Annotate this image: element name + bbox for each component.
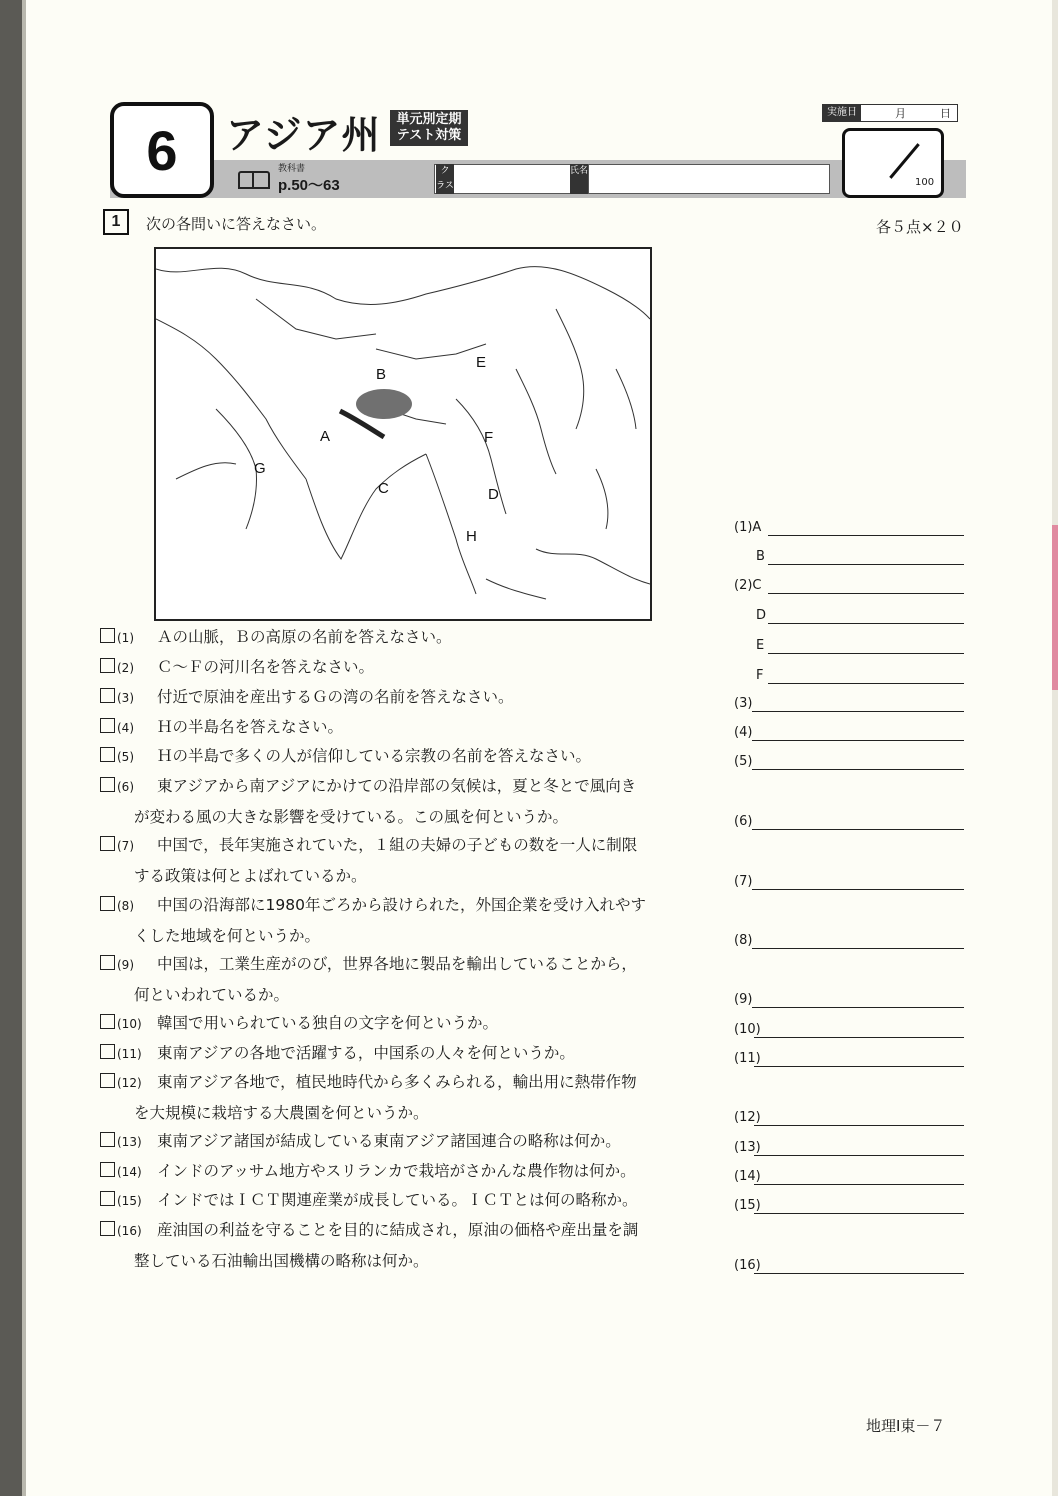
checkbox[interactable] bbox=[100, 1014, 115, 1029]
unit-title: アジア州 bbox=[226, 113, 381, 157]
checkbox[interactable] bbox=[100, 896, 115, 911]
question-text: 中国で，長年実施されていた，１組の夫婦の子どもの数を一人に制限 bbox=[157, 836, 638, 854]
answer-underline bbox=[754, 1125, 964, 1126]
answer-line-15[interactable] bbox=[734, 1190, 964, 1216]
question-number: (14) bbox=[117, 1165, 142, 1179]
question-number: (15) bbox=[117, 1194, 142, 1208]
question-number: (12) bbox=[117, 1076, 142, 1090]
index-tab bbox=[1052, 525, 1058, 690]
question-number: (3) bbox=[117, 691, 134, 705]
class-field[interactable] bbox=[434, 164, 586, 194]
map-label-c: C bbox=[378, 480, 389, 497]
question-text: 付近で原油を産出するＧの湾の名前を答えなさい。 bbox=[157, 688, 514, 706]
section-number: 1 bbox=[103, 209, 129, 235]
answer-label: (12) bbox=[734, 1110, 761, 1125]
answer-label: (2)C bbox=[734, 578, 762, 593]
answer-label: (5) bbox=[734, 754, 753, 769]
question-text: Ｈの半島で多くの人が信仰している宗教の名前を答えなさい。 bbox=[157, 747, 592, 765]
points-note: 各５点×２０ bbox=[876, 218, 964, 236]
question-7 bbox=[100, 830, 705, 891]
book-icon bbox=[238, 171, 270, 189]
checkbox[interactable] bbox=[100, 1132, 115, 1147]
answer-underline bbox=[768, 683, 964, 684]
question-5 bbox=[100, 741, 705, 772]
answer-label: (15) bbox=[734, 1198, 761, 1213]
test-prep-badge: 単元別定期 テスト対策 bbox=[390, 110, 468, 146]
answer-label: (16) bbox=[734, 1258, 761, 1273]
checkbox[interactable] bbox=[100, 628, 115, 643]
answer-label: D bbox=[756, 608, 767, 623]
asia-map bbox=[154, 247, 652, 621]
answer-line-9[interactable] bbox=[734, 984, 964, 1010]
name-field[interactable] bbox=[588, 164, 830, 194]
answer-label: B bbox=[756, 549, 765, 564]
class-label: クラス bbox=[436, 164, 454, 194]
question-9 bbox=[100, 949, 705, 1010]
date-field[interactable] bbox=[822, 104, 958, 122]
answer-line-1a[interactable] bbox=[734, 512, 964, 538]
question-number: (9) bbox=[117, 958, 134, 972]
question-text: 東南アジアの各地で活躍する，中国系の人々を何というか。 bbox=[157, 1044, 575, 1062]
answer-underline bbox=[752, 829, 964, 830]
answer-underline bbox=[754, 1066, 964, 1067]
checkbox[interactable] bbox=[100, 836, 115, 851]
score-slash bbox=[889, 143, 920, 179]
worksheet-header bbox=[110, 102, 966, 198]
question-14 bbox=[100, 1156, 705, 1187]
answer-underline bbox=[752, 889, 964, 890]
question-text: Ｃ～Ｆの河川名を答えなさい。 bbox=[157, 658, 375, 676]
map-label-b: B bbox=[376, 366, 387, 383]
checkbox[interactable] bbox=[100, 688, 115, 703]
map-label-a: A bbox=[320, 428, 331, 445]
answer-line-1b[interactable] bbox=[734, 541, 964, 567]
score-box[interactable] bbox=[842, 128, 944, 198]
answer-underline bbox=[768, 593, 964, 594]
question-text: 東南アジア諸国が結成している東南アジア諸国連合の略称は何か。 bbox=[157, 1132, 621, 1150]
answer-underline bbox=[752, 948, 964, 949]
question-8 bbox=[100, 890, 705, 951]
question-text: Ｈの半島名を答えなさい。 bbox=[157, 718, 344, 736]
answer-line-8[interactable] bbox=[734, 925, 964, 951]
question-number: (11) bbox=[117, 1047, 142, 1061]
question-text: 中国の沿海部に1980年ごろから設けられた，外国企業を受け入れやす bbox=[157, 896, 646, 914]
checkbox[interactable] bbox=[100, 718, 115, 733]
score-total: 100 bbox=[915, 177, 935, 188]
question-text: インドのアッサム地方やスリランカで栽培がさかんな農作物は何か。 bbox=[157, 1162, 636, 1180]
checkbox[interactable] bbox=[100, 1221, 115, 1236]
question-number: (7) bbox=[117, 839, 134, 853]
answer-label: (9) bbox=[734, 992, 753, 1007]
checkbox[interactable] bbox=[100, 747, 115, 762]
answer-label: (4) bbox=[734, 725, 753, 740]
question-2 bbox=[100, 652, 705, 683]
checkbox[interactable] bbox=[100, 1191, 115, 1206]
answer-label: (11) bbox=[734, 1051, 761, 1066]
textbook-label: 教科書 bbox=[278, 164, 306, 174]
question-number: (16) bbox=[117, 1224, 142, 1238]
plateau-b-shape bbox=[356, 389, 412, 419]
answer-line-16[interactable] bbox=[734, 1250, 964, 1276]
answer-underline bbox=[754, 1155, 964, 1156]
question-16 bbox=[100, 1215, 705, 1276]
question-number: (1) bbox=[117, 631, 134, 645]
answer-label: (8) bbox=[734, 933, 753, 948]
question-text: 産油国の利益を守ることを目的に結成され，原油の価格や産出量を調 bbox=[157, 1221, 639, 1239]
answer-line-2c[interactable] bbox=[734, 570, 964, 596]
answer-label: F bbox=[756, 668, 764, 683]
map-label-f: F bbox=[484, 429, 494, 446]
answer-label: (6) bbox=[734, 814, 753, 829]
answer-label: (13) bbox=[734, 1140, 761, 1155]
question-number: (13) bbox=[117, 1135, 142, 1149]
question-number: (5) bbox=[117, 750, 134, 764]
question-text-cont: する政策は何とよばれているか。 bbox=[134, 867, 367, 885]
answer-underline bbox=[752, 711, 964, 712]
question-text: インドではＩＣＴ関連産業が成長している。ＩＣＴとは何の略称か。 bbox=[157, 1191, 638, 1209]
answer-line-7[interactable] bbox=[734, 866, 964, 892]
page-footer: 地理Ⅰ東－７ bbox=[866, 1417, 946, 1435]
question-11 bbox=[100, 1038, 705, 1069]
month-label: 月 bbox=[895, 107, 906, 120]
question-number: (2) bbox=[117, 661, 134, 675]
question-10 bbox=[100, 1008, 705, 1039]
question-6 bbox=[100, 771, 705, 832]
map-label-e: E bbox=[476, 354, 487, 371]
answer-line-4[interactable] bbox=[734, 717, 964, 743]
answer-underline bbox=[768, 653, 964, 654]
answer-label: (3) bbox=[734, 696, 753, 711]
question-text-cont: くした地域を何というか。 bbox=[134, 927, 321, 945]
map-label-g: G bbox=[254, 460, 266, 477]
map-label-h: H bbox=[466, 528, 477, 545]
textbook-reference bbox=[238, 164, 340, 195]
question-text-cont: 何といわれているか。 bbox=[134, 986, 290, 1004]
answer-label: (14) bbox=[734, 1169, 761, 1184]
answer-label: (7) bbox=[734, 874, 753, 889]
question-15 bbox=[100, 1185, 705, 1216]
checkbox[interactable] bbox=[100, 777, 115, 792]
question-text: 東アジアから南アジアにかけての沿岸部の気候は，夏と冬とで風向き bbox=[157, 777, 637, 795]
answer-underline bbox=[754, 1273, 964, 1274]
checkbox[interactable] bbox=[100, 658, 115, 673]
page-binding-edge bbox=[0, 0, 22, 1496]
answer-line-2e[interactable] bbox=[734, 630, 964, 656]
answer-label: E bbox=[756, 638, 765, 653]
question-13 bbox=[100, 1126, 705, 1157]
answer-underline bbox=[752, 740, 964, 741]
question-text: 東南アジア各地で，植民地時代から多くみられる，輸出用に熱帯作物 bbox=[157, 1073, 637, 1091]
page-right-edge bbox=[1052, 0, 1058, 1496]
asia-map-svg bbox=[156, 249, 650, 619]
answer-line-14[interactable] bbox=[734, 1161, 964, 1187]
question-3 bbox=[100, 682, 705, 713]
answer-underline bbox=[754, 1184, 964, 1185]
page-binding-shadow bbox=[22, 0, 26, 1496]
answer-underline bbox=[754, 1213, 964, 1214]
answer-line-6[interactable] bbox=[734, 806, 964, 832]
answer-line-2d[interactable] bbox=[734, 600, 964, 626]
unit-number-box: 6 bbox=[110, 102, 214, 198]
question-number: (4) bbox=[117, 721, 134, 735]
answer-underline bbox=[752, 1007, 964, 1008]
question-number: (6) bbox=[117, 780, 134, 794]
name-label: 氏名 bbox=[570, 164, 588, 194]
question-12 bbox=[100, 1067, 705, 1128]
question-text-cont: 整している石油輸出国機構の略称は何か。 bbox=[134, 1252, 429, 1270]
answer-underline bbox=[768, 535, 964, 536]
answer-line-10[interactable] bbox=[734, 1014, 964, 1040]
map-label-d: D bbox=[488, 486, 499, 503]
question-number: (10) bbox=[117, 1017, 142, 1031]
textbook-pages: p.50～63 bbox=[278, 177, 340, 194]
question-number: (8) bbox=[117, 899, 134, 913]
checkbox[interactable] bbox=[100, 1073, 115, 1088]
day-label: 日 bbox=[940, 107, 951, 120]
answer-label: (1)A bbox=[734, 520, 762, 535]
question-1 bbox=[100, 622, 705, 653]
checkbox[interactable] bbox=[100, 1044, 115, 1059]
answer-line-11[interactable] bbox=[734, 1043, 964, 1069]
answer-line-5[interactable] bbox=[734, 746, 964, 772]
answer-underline bbox=[754, 1037, 964, 1038]
date-label: 実施日 bbox=[823, 105, 861, 121]
checkbox[interactable] bbox=[100, 955, 115, 970]
question-text-cont: を大規模に栽培する大農園を何というか。 bbox=[134, 1104, 429, 1122]
answer-line-3[interactable] bbox=[734, 688, 964, 714]
answer-underline bbox=[768, 564, 964, 565]
answer-line-2f[interactable] bbox=[734, 660, 964, 686]
question-text: Ａの山脈，Ｂの高原の名前を答えなさい。 bbox=[157, 628, 452, 646]
question-4 bbox=[100, 712, 705, 743]
answer-line-12[interactable] bbox=[734, 1102, 964, 1128]
answer-label: (10) bbox=[734, 1022, 761, 1037]
answer-underline bbox=[752, 769, 964, 770]
question-text-cont: が変わる風の大きな影響を受けている。この風を何というか。 bbox=[134, 808, 569, 826]
section-instruction: 次の各問いに答えなさい。 bbox=[146, 215, 327, 233]
checkbox[interactable] bbox=[100, 1162, 115, 1177]
question-text: 韓国で用いられている独自の文字を何というか。 bbox=[157, 1014, 499, 1032]
question-text: 中国は，工業生産がのび，世界各地に製品を輸出していることから， bbox=[157, 955, 637, 973]
answer-line-13[interactable] bbox=[734, 1132, 964, 1158]
answer-underline bbox=[768, 623, 964, 624]
